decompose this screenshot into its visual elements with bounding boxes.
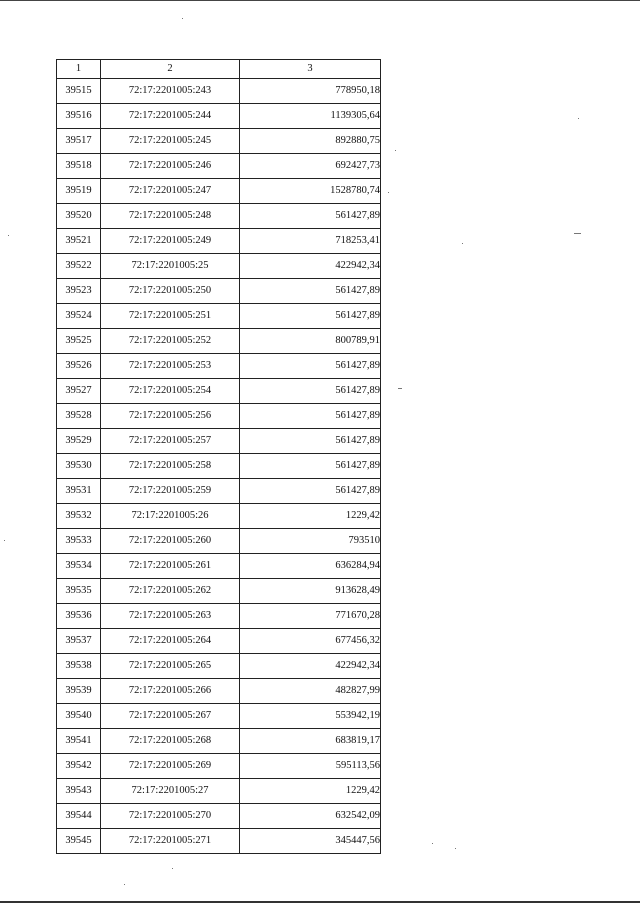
table-row xyxy=(57,504,381,529)
scan-speck xyxy=(432,843,433,844)
row-number-cell: 39519 xyxy=(57,179,101,204)
table-header-row xyxy=(57,60,381,79)
table-row xyxy=(57,704,381,729)
cadastral-number-cell: 72:17:2201005:261 xyxy=(101,554,240,579)
table-row xyxy=(57,229,381,254)
scan-speck xyxy=(398,388,402,389)
cadastral-number-cell: 72:17:2201005:27 xyxy=(101,779,240,804)
scan-speck xyxy=(172,868,173,869)
cadastral-number-cell: 72:17:2201005:25 xyxy=(101,254,240,279)
row-number-cell: 39532 xyxy=(57,504,101,529)
row-number-cell: 39542 xyxy=(57,754,101,779)
row-number-cell: 39531 xyxy=(57,479,101,504)
row-number-cell: 39530 xyxy=(57,454,101,479)
row-number-cell: 39516 xyxy=(57,104,101,129)
scan-speck xyxy=(462,243,463,244)
cadastral-value-cell: 561427,89 xyxy=(240,479,381,504)
row-number-cell: 39534 xyxy=(57,554,101,579)
cadastral-value-cell: 632542,09 xyxy=(240,804,381,829)
cadastral-value-cell: 1229,42 xyxy=(240,779,381,804)
cadastral-value-cell: 800789,91 xyxy=(240,329,381,354)
cadastral-value-cell: 482827,99 xyxy=(240,679,381,704)
row-number-cell: 39517 xyxy=(57,129,101,154)
row-number-cell: 39518 xyxy=(57,154,101,179)
cadastral-number-cell: 72:17:2201005:269 xyxy=(101,754,240,779)
cadastral-value-cell: 561427,89 xyxy=(240,379,381,404)
cadastral-value-cell: 553942,19 xyxy=(240,704,381,729)
cadastral-value-table xyxy=(56,59,381,854)
row-number-cell: 39528 xyxy=(57,404,101,429)
table-row xyxy=(57,804,381,829)
cadastral-value-cell: 771670,28 xyxy=(240,604,381,629)
cadastral-value-cell: 561427,89 xyxy=(240,279,381,304)
table-row xyxy=(57,654,381,679)
table-row xyxy=(57,554,381,579)
table-row xyxy=(57,529,381,554)
cadastral-number-cell: 72:17:2201005:262 xyxy=(101,579,240,604)
row-number-cell: 39543 xyxy=(57,779,101,804)
row-number-cell: 39540 xyxy=(57,704,101,729)
row-number-cell: 39515 xyxy=(57,79,101,104)
cadastral-number-cell: 72:17:2201005:245 xyxy=(101,129,240,154)
table-row xyxy=(57,579,381,604)
row-number-cell: 39536 xyxy=(57,604,101,629)
scan-speck xyxy=(182,18,183,19)
cadastral-value-cell: 561427,89 xyxy=(240,204,381,229)
cadastral-number-cell: 72:17:2201005:254 xyxy=(101,379,240,404)
row-number-cell: 39526 xyxy=(57,354,101,379)
scan-speck xyxy=(8,235,9,236)
cadastral-value-cell: 718253,41 xyxy=(240,229,381,254)
cadastral-number-cell: 72:17:2201005:247 xyxy=(101,179,240,204)
cadastral-value-cell: 636284,94 xyxy=(240,554,381,579)
cadastral-number-cell: 72:17:2201005:257 xyxy=(101,429,240,454)
row-number-cell: 39523 xyxy=(57,279,101,304)
cadastral-number-cell: 72:17:2201005:256 xyxy=(101,404,240,429)
table-row xyxy=(57,329,381,354)
cadastral-number-cell: 72:17:2201005:266 xyxy=(101,679,240,704)
cadastral-value-cell: 345447,56 xyxy=(240,829,381,854)
table-row xyxy=(57,154,381,179)
table-row xyxy=(57,629,381,654)
table-row xyxy=(57,454,381,479)
scan-speck xyxy=(388,192,389,193)
table-row xyxy=(57,254,381,279)
cadastral-value-cell: 1528780,74 xyxy=(240,179,381,204)
table-row xyxy=(57,104,381,129)
cadastral-number-cell: 72:17:2201005:265 xyxy=(101,654,240,679)
cadastral-value-cell: 1229,42 xyxy=(240,504,381,529)
row-number-cell: 39538 xyxy=(57,654,101,679)
table-row xyxy=(57,729,381,754)
row-number-cell: 39533 xyxy=(57,529,101,554)
table-row xyxy=(57,129,381,154)
cadastral-value-cell: 561427,89 xyxy=(240,454,381,479)
table-row xyxy=(57,279,381,304)
cadastral-number-cell: 72:17:2201005:249 xyxy=(101,229,240,254)
scan-speck xyxy=(124,884,125,885)
cadastral-value-cell: 1139305,64 xyxy=(240,104,381,129)
cadastral-value-cell: 561427,89 xyxy=(240,429,381,454)
cadastral-number-cell: 72:17:2201005:26 xyxy=(101,504,240,529)
table-row xyxy=(57,379,381,404)
row-number-cell: 39541 xyxy=(57,729,101,754)
scan-speck xyxy=(4,540,5,541)
cadastral-value-cell: 793510 xyxy=(240,529,381,554)
table-body xyxy=(57,79,381,854)
table-row xyxy=(57,204,381,229)
row-number-cell: 39522 xyxy=(57,254,101,279)
cadastral-value-cell: 561427,89 xyxy=(240,404,381,429)
cadastral-number-cell: 72:17:2201005:264 xyxy=(101,629,240,654)
scan-speck xyxy=(574,233,581,234)
cadastral-number-cell: 72:17:2201005:251 xyxy=(101,304,240,329)
cadastral-value-cell: 561427,89 xyxy=(240,354,381,379)
table-row xyxy=(57,754,381,779)
table-row xyxy=(57,679,381,704)
cadastral-value-cell: 422942,34 xyxy=(240,254,381,279)
row-number-cell: 39529 xyxy=(57,429,101,454)
cadastral-number-cell: 72:17:2201005:271 xyxy=(101,829,240,854)
scan-bottom-edge xyxy=(0,901,640,903)
cadastral-value-cell: 778950,18 xyxy=(240,79,381,104)
table-row xyxy=(57,354,381,379)
row-number-cell: 39535 xyxy=(57,579,101,604)
cadastral-number-cell: 72:17:2201005:252 xyxy=(101,329,240,354)
table-row xyxy=(57,79,381,104)
cadastral-value-cell: 683819,17 xyxy=(240,729,381,754)
scan-speck xyxy=(578,118,579,119)
cadastral-number-cell: 72:17:2201005:270 xyxy=(101,804,240,829)
table-row xyxy=(57,304,381,329)
cadastral-number-cell: 72:17:2201005:260 xyxy=(101,529,240,554)
row-number-cell: 39525 xyxy=(57,329,101,354)
table-row xyxy=(57,604,381,629)
table-row xyxy=(57,779,381,804)
cadastral-number-cell: 72:17:2201005:248 xyxy=(101,204,240,229)
row-number-cell: 39524 xyxy=(57,304,101,329)
table-row xyxy=(57,404,381,429)
cadastral-value-cell: 561427,89 xyxy=(240,304,381,329)
scan-speck xyxy=(395,150,396,151)
cadastral-number-cell: 72:17:2201005:268 xyxy=(101,729,240,754)
cadastral-value-cell: 892880,75 xyxy=(240,129,381,154)
row-number-cell: 39521 xyxy=(57,229,101,254)
row-number-cell: 39544 xyxy=(57,804,101,829)
row-number-cell: 39537 xyxy=(57,629,101,654)
cadastral-value-cell: 692427,73 xyxy=(240,154,381,179)
row-number-cell: 39545 xyxy=(57,829,101,854)
cadastral-number-cell: 72:17:2201005:258 xyxy=(101,454,240,479)
cadastral-value-cell: 595113,56 xyxy=(240,754,381,779)
cadastral-number-cell: 72:17:2201005:244 xyxy=(101,104,240,129)
cadastral-number-cell: 72:17:2201005:253 xyxy=(101,354,240,379)
table-row xyxy=(57,829,381,854)
table-row xyxy=(57,479,381,504)
cadastral-number-cell: 72:17:2201005:263 xyxy=(101,604,240,629)
table-row xyxy=(57,179,381,204)
row-number-cell: 39527 xyxy=(57,379,101,404)
cadastral-number-cell: 72:17:2201005:250 xyxy=(101,279,240,304)
cadastral-number-cell: 72:17:2201005:259 xyxy=(101,479,240,504)
column-header-3: 3 xyxy=(240,60,381,79)
cadastral-value-cell: 913628,49 xyxy=(240,579,381,604)
cadastral-value-cell: 677456,32 xyxy=(240,629,381,654)
row-number-cell: 39520 xyxy=(57,204,101,229)
row-number-cell: 39539 xyxy=(57,679,101,704)
cadastral-number-cell: 72:17:2201005:243 xyxy=(101,79,240,104)
table-row xyxy=(57,429,381,454)
cadastral-number-cell: 72:17:2201005:267 xyxy=(101,704,240,729)
scan-top-edge xyxy=(0,0,640,1)
column-header-1: 1 xyxy=(57,60,101,79)
cadastral-value-cell: 422942,34 xyxy=(240,654,381,679)
column-header-2: 2 xyxy=(101,60,240,79)
scan-speck xyxy=(455,848,456,849)
cadastral-number-cell: 72:17:2201005:246 xyxy=(101,154,240,179)
